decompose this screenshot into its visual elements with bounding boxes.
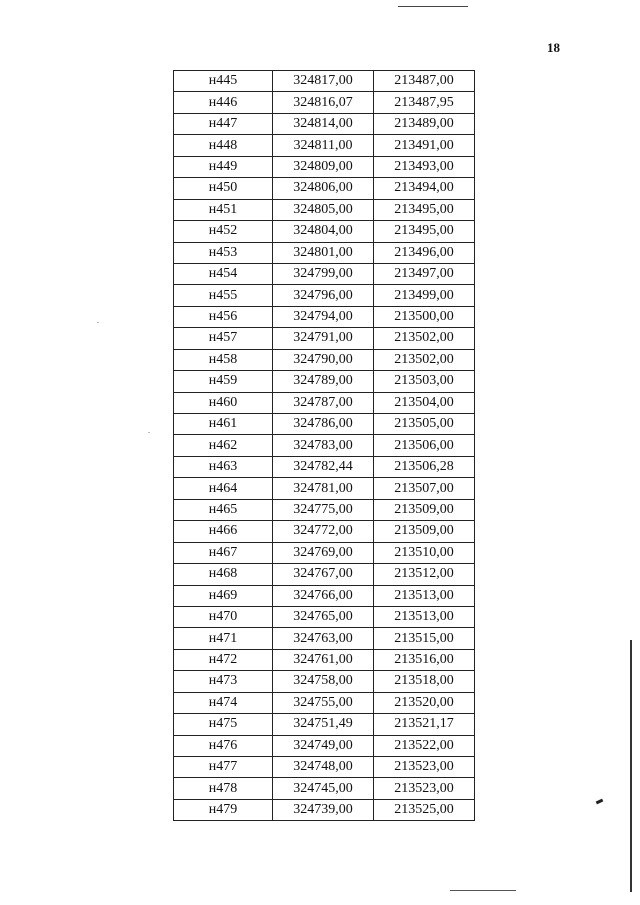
y-coordinate-cell: 213493,00 [374,156,475,177]
x-coordinate-cell: 324811,00 [273,135,374,156]
table-row [174,92,475,113]
table-row [174,456,475,477]
table-row [174,221,475,242]
table-row [174,349,475,370]
margin-scan-line [630,640,632,892]
margin-mark [596,799,604,805]
point-id-cell: н460 [174,392,273,413]
x-coordinate-cell: 324745,00 [273,778,374,799]
x-coordinate-cell: 324809,00 [273,156,374,177]
table-row [174,649,475,670]
point-id-cell: н448 [174,135,273,156]
point-id-cell: н463 [174,456,273,477]
x-coordinate-cell: 324801,00 [273,242,374,263]
x-coordinate-cell: 324772,00 [273,521,374,542]
x-coordinate-cell: 324755,00 [273,692,374,713]
table-row [174,435,475,456]
top-rule [398,6,468,7]
point-id-cell: н473 [174,671,273,692]
y-coordinate-cell: 213504,00 [374,392,475,413]
table-row [174,328,475,349]
x-coordinate-cell: 324816,07 [273,92,374,113]
point-id-cell: н458 [174,349,273,370]
x-coordinate-cell: 324766,00 [273,585,374,606]
point-id-cell: н467 [174,542,273,563]
x-coordinate-cell: 324790,00 [273,349,374,370]
point-id-cell: н477 [174,757,273,778]
table-row [174,478,475,499]
x-coordinate-cell: 324787,00 [273,392,374,413]
y-coordinate-cell: 213487,95 [374,92,475,113]
table-row [174,735,475,756]
table-row [174,306,475,327]
table-row [174,714,475,735]
point-id-cell: н466 [174,521,273,542]
point-id-cell: н462 [174,435,273,456]
x-coordinate-cell: 324775,00 [273,499,374,520]
table-row [174,285,475,306]
x-coordinate-cell: 324739,00 [273,799,374,820]
y-coordinate-cell: 213496,00 [374,242,475,263]
x-coordinate-cell: 324806,00 [273,178,374,199]
x-coordinate-cell: 324799,00 [273,263,374,284]
point-id-cell: н452 [174,221,273,242]
y-coordinate-cell: 213489,00 [374,113,475,134]
point-id-cell: н453 [174,242,273,263]
x-coordinate-cell: 324781,00 [273,478,374,499]
y-coordinate-cell: 213503,00 [374,371,475,392]
y-coordinate-cell: 213513,00 [374,585,475,606]
point-id-cell: н461 [174,414,273,435]
x-coordinate-cell: 324817,00 [273,71,374,92]
y-coordinate-cell: 213520,00 [374,692,475,713]
point-id-cell: н476 [174,735,273,756]
y-coordinate-cell: 213523,00 [374,757,475,778]
table-row [174,414,475,435]
coordinates-table [173,70,475,821]
x-coordinate-cell: 324767,00 [273,564,374,585]
x-coordinate-cell: 324763,00 [273,628,374,649]
y-coordinate-cell: 213513,00 [374,606,475,627]
point-id-cell: н450 [174,178,273,199]
table-row [174,799,475,820]
y-coordinate-cell: 213515,00 [374,628,475,649]
y-coordinate-cell: 213495,00 [374,221,475,242]
table-row [174,606,475,627]
x-coordinate-cell: 324783,00 [273,435,374,456]
point-id-cell: н451 [174,199,273,220]
table-row [174,757,475,778]
point-id-cell: н456 [174,306,273,327]
point-id-cell: н470 [174,606,273,627]
point-id-cell: н472 [174,649,273,670]
table-row [174,371,475,392]
scan-speck [97,322,99,323]
point-id-cell: н469 [174,585,273,606]
x-coordinate-cell: 324758,00 [273,671,374,692]
table-row [174,156,475,177]
y-coordinate-cell: 213522,00 [374,735,475,756]
point-id-cell: н459 [174,371,273,392]
y-coordinate-cell: 213500,00 [374,306,475,327]
y-coordinate-cell: 213505,00 [374,414,475,435]
y-coordinate-cell: 213491,00 [374,135,475,156]
x-coordinate-cell: 324765,00 [273,606,374,627]
y-coordinate-cell: 213509,00 [374,499,475,520]
table-row [174,671,475,692]
point-id-cell: н475 [174,714,273,735]
x-coordinate-cell: 324751,49 [273,714,374,735]
page-number: 18 [547,40,560,55]
x-coordinate-cell: 324782,44 [273,456,374,477]
y-coordinate-cell: 213510,00 [374,542,475,563]
point-id-cell: н474 [174,692,273,713]
x-coordinate-cell: 324786,00 [273,414,374,435]
x-coordinate-cell: 324789,00 [273,371,374,392]
y-coordinate-cell: 213506,28 [374,456,475,477]
x-coordinate-cell: 324769,00 [273,542,374,563]
table-row [174,499,475,520]
table-row [174,71,475,92]
table-row [174,199,475,220]
x-coordinate-cell: 324748,00 [273,757,374,778]
y-coordinate-cell: 213523,00 [374,778,475,799]
x-coordinate-cell: 324804,00 [273,221,374,242]
point-id-cell: н471 [174,628,273,649]
coordinates-table-body [174,71,475,821]
x-coordinate-cell: 324794,00 [273,306,374,327]
table-row [174,521,475,542]
y-coordinate-cell: 213506,00 [374,435,475,456]
point-id-cell: н457 [174,328,273,349]
y-coordinate-cell: 213494,00 [374,178,475,199]
table-row [174,135,475,156]
bottom-rule [450,890,516,891]
y-coordinate-cell: 213512,00 [374,564,475,585]
point-id-cell: н446 [174,92,273,113]
y-coordinate-cell: 213495,00 [374,199,475,220]
x-coordinate-cell: 324805,00 [273,199,374,220]
x-coordinate-cell: 324796,00 [273,285,374,306]
point-id-cell: н479 [174,799,273,820]
point-id-cell: н465 [174,499,273,520]
y-coordinate-cell: 213502,00 [374,328,475,349]
table-row [174,692,475,713]
table-row [174,178,475,199]
table-row [174,628,475,649]
point-id-cell: н449 [174,156,273,177]
y-coordinate-cell: 213497,00 [374,263,475,284]
y-coordinate-cell: 213487,00 [374,71,475,92]
y-coordinate-cell: 213518,00 [374,671,475,692]
x-coordinate-cell: 324791,00 [273,328,374,349]
point-id-cell: н445 [174,71,273,92]
x-coordinate-cell: 324814,00 [273,113,374,134]
point-id-cell: н478 [174,778,273,799]
point-id-cell: н464 [174,478,273,499]
y-coordinate-cell: 213516,00 [374,649,475,670]
table-row [174,242,475,263]
point-id-cell: н447 [174,113,273,134]
y-coordinate-cell: 213507,00 [374,478,475,499]
table-row [174,585,475,606]
table-row [174,564,475,585]
y-coordinate-cell: 213521,17 [374,714,475,735]
table-row [174,392,475,413]
point-id-cell: н455 [174,285,273,306]
y-coordinate-cell: 213502,00 [374,349,475,370]
table-row [174,263,475,284]
y-coordinate-cell: 213499,00 [374,285,475,306]
x-coordinate-cell: 324749,00 [273,735,374,756]
x-coordinate-cell: 324761,00 [273,649,374,670]
point-id-cell: н454 [174,263,273,284]
table-row [174,113,475,134]
y-coordinate-cell: 213525,00 [374,799,475,820]
y-coordinate-cell: 213509,00 [374,521,475,542]
point-id-cell: н468 [174,564,273,585]
table-row [174,778,475,799]
table-row [174,542,475,563]
scan-speck [148,432,150,433]
